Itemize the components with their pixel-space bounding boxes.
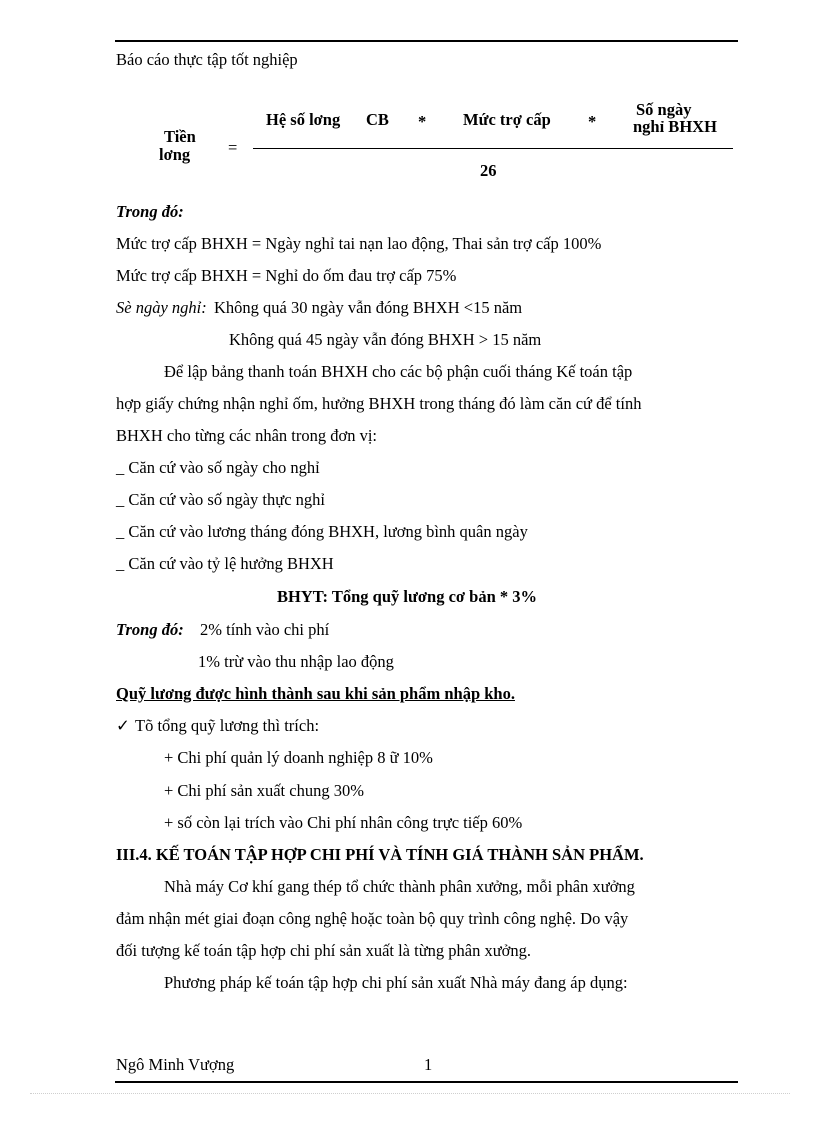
tu-tong-quy-luong: Tõ tổng quỹ lương thì trích: — [135, 716, 320, 735]
formula-term1: Hệ số lơng — [266, 110, 341, 129]
bhyt-item-1: 2% tính vào chi phí — [200, 620, 330, 639]
header-title: Báo cáo thực tập tốt nghiệp — [116, 50, 298, 69]
so-ngay-nghi-1: Không quá 30 ngày vẫn đóng BHXH <15 năm — [214, 298, 523, 317]
bullet-item: _ Căn cứ vào số ngày thực nghỉ — [116, 490, 325, 509]
paragraph-2-line-3: đối tượng kế toán tập hợp chi phí sản xuất là từng phân xưởng. — [116, 941, 532, 960]
check-icon: ✓ — [116, 716, 130, 735]
formula-op2: * — [588, 112, 597, 131]
formula-lhs-line1: Tiền — [164, 127, 196, 146]
sub-item: + Chi phí sản xuất chung 30% — [164, 781, 364, 800]
header-rule — [115, 40, 738, 42]
fraction-line — [253, 148, 733, 149]
paragraph-3-line-1: Phương pháp kế toán tập hợp chi phí sản xuất Nhà máy đang áp dụng: — [164, 973, 628, 992]
formula-term1b: CB — [366, 110, 389, 129]
formula-lhs-line2: lơng — [159, 145, 191, 164]
section-heading: III.4. KẾ TOÁN TẬP HỢP CHI PHÍ VÀ TÍNH GIÁ THÀNH SẢN PHẨM. — [116, 845, 644, 864]
page-number: 1 — [424, 1055, 433, 1074]
bhyt-item-2: 1% trừ vào thu nhập lao động — [198, 652, 394, 671]
bullet-item: _ Căn cứ vào tỷ lệ hưởng BHXH — [116, 554, 334, 573]
paragraph-1-line-1: Để lập bảng thanh toán BHXH cho các bộ phận cuối tháng Kế toán tập — [164, 362, 633, 381]
formula-term3-line1: Số ngày — [636, 100, 692, 119]
sub-item: + số còn lại trích vào Chi phí nhân công trực tiếp 60% — [164, 813, 523, 832]
formula-term3-line2: nghỉ BHXH — [633, 117, 717, 136]
formula-term2: Mức trợ cấp — [463, 110, 551, 129]
so-ngay-nghi-2: Không quá 45 ngày vẫn đóng BHXH > 15 năm — [229, 330, 542, 349]
so-ngay-nghi-label: Sè ngày nghỉ: — [116, 298, 207, 317]
formula-op1: * — [418, 112, 427, 131]
bhxh-line-2: Mức trợ cấp BHXH = Nghỉ do ốm đau trợ cấp 75% — [116, 266, 457, 285]
trong-do-label-1: Trong đó: — [116, 202, 184, 221]
footer-author: Ngô Minh Vượng — [116, 1055, 235, 1074]
bullet-item: _ Căn cứ vào lương tháng đóng BHXH, lương bình quân ngày — [116, 522, 528, 541]
quy-luong-heading: Quỹ lương được hình thành sau khi sản phẩm nhập kho. — [116, 684, 515, 703]
paragraph-2-line-2: đảm nhận mét giai đoạn công nghệ hoặc toàn bộ quy trình công nghệ. Do vậy — [116, 909, 629, 928]
sub-item: + Chi phí quản lý doanh nghiệp 8 ữ 10% — [164, 748, 433, 767]
paragraph-1-line-2: hợp giấy chứng nhận nghỉ ốm, hưởng BHXH trong tháng đó làm căn cứ để tính — [116, 394, 642, 413]
paragraph-1-line-3: BHXH cho từng các nhân trong đơn vị: — [116, 426, 377, 445]
trong-do-label-2: Trong đó: — [116, 620, 184, 639]
footer-rule — [115, 1081, 738, 1083]
bhxh-line-1: Mức trợ cấp BHXH = Ngày nghỉ tai nạn lao động, Thai sản trợ cấp 100% — [116, 234, 602, 253]
bhyt-formula: BHYT: Tổng quỹ lương cơ bản * 3% — [277, 587, 538, 606]
formula-denominator: 26 — [480, 161, 497, 180]
formula-equals: = — [228, 138, 238, 157]
page-edge-divider — [30, 1093, 790, 1094]
paragraph-2-line-1: Nhà máy Cơ khí gang thép tổ chức thành phân xưởng, mỗi phân xưởng — [164, 877, 635, 896]
bullet-item: _ Căn cứ vào số ngày cho nghỉ — [116, 458, 320, 477]
